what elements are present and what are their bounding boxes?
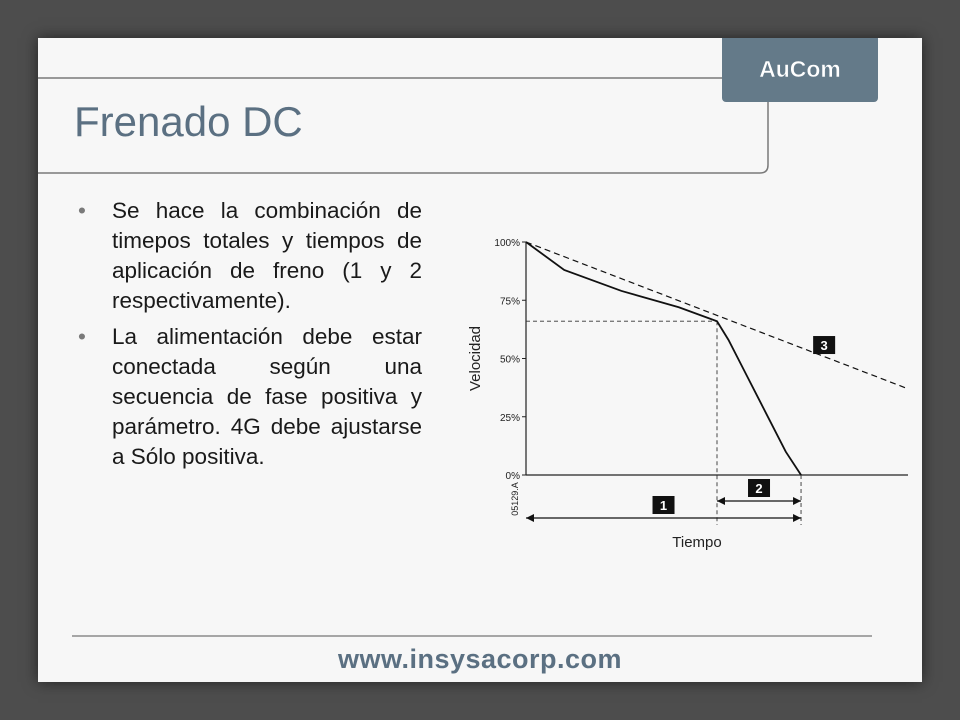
interval-arrowhead-left-1: [526, 514, 534, 522]
bullet-text: La alimentación debe estar conectada según una secuencia de fase positiva y parámetro. 4G debe ajustarse a Sólo positiva.: [112, 324, 422, 469]
bullet-item: [76, 196, 422, 316]
interval-arrowhead-right-1: [793, 514, 801, 522]
footer-url[interactable]: www.insysacorp.com: [337, 644, 623, 674]
braking-chart: [448, 228, 913, 568]
bullet-dot: •: [78, 198, 86, 223]
y-tick-label: 50%: [499, 354, 520, 366]
y-tick-label: 0%: [505, 471, 520, 482]
bullet-item: [76, 322, 422, 472]
image-code-label: 05129.A: [510, 482, 520, 516]
series-line-1: [526, 242, 801, 475]
y-tick-label: 75%: [499, 296, 520, 308]
bullet-list: [76, 196, 422, 478]
slide: [38, 38, 922, 682]
aucom-logo: [722, 38, 878, 102]
interval-arrowhead-right-2: [793, 497, 801, 505]
curve-marker-3-label: 3: [820, 338, 828, 354]
interval-marker-1-label: 1: [659, 498, 668, 513]
aucom-logo-text: AuCom: [759, 56, 841, 82]
page-title: Frenado DC: [74, 98, 303, 145]
y-axis-label: Velocidad: [467, 325, 484, 392]
y-tick-label: 25%: [499, 412, 520, 424]
y-tick-label: 100%: [494, 238, 520, 249]
bullet-text: Se hace la combinación de timepos totales y tiempos de aplicación de freno (1 y 2 respectivamente).: [112, 198, 422, 313]
x-axis-label: Tiempo: [672, 534, 722, 551]
interval-arrowhead-left-2: [717, 497, 725, 505]
bullet-dot: •: [78, 324, 86, 349]
interval-marker-2-label: 2: [755, 481, 763, 496]
aucom-logo-wordmark: [744, 55, 856, 85]
